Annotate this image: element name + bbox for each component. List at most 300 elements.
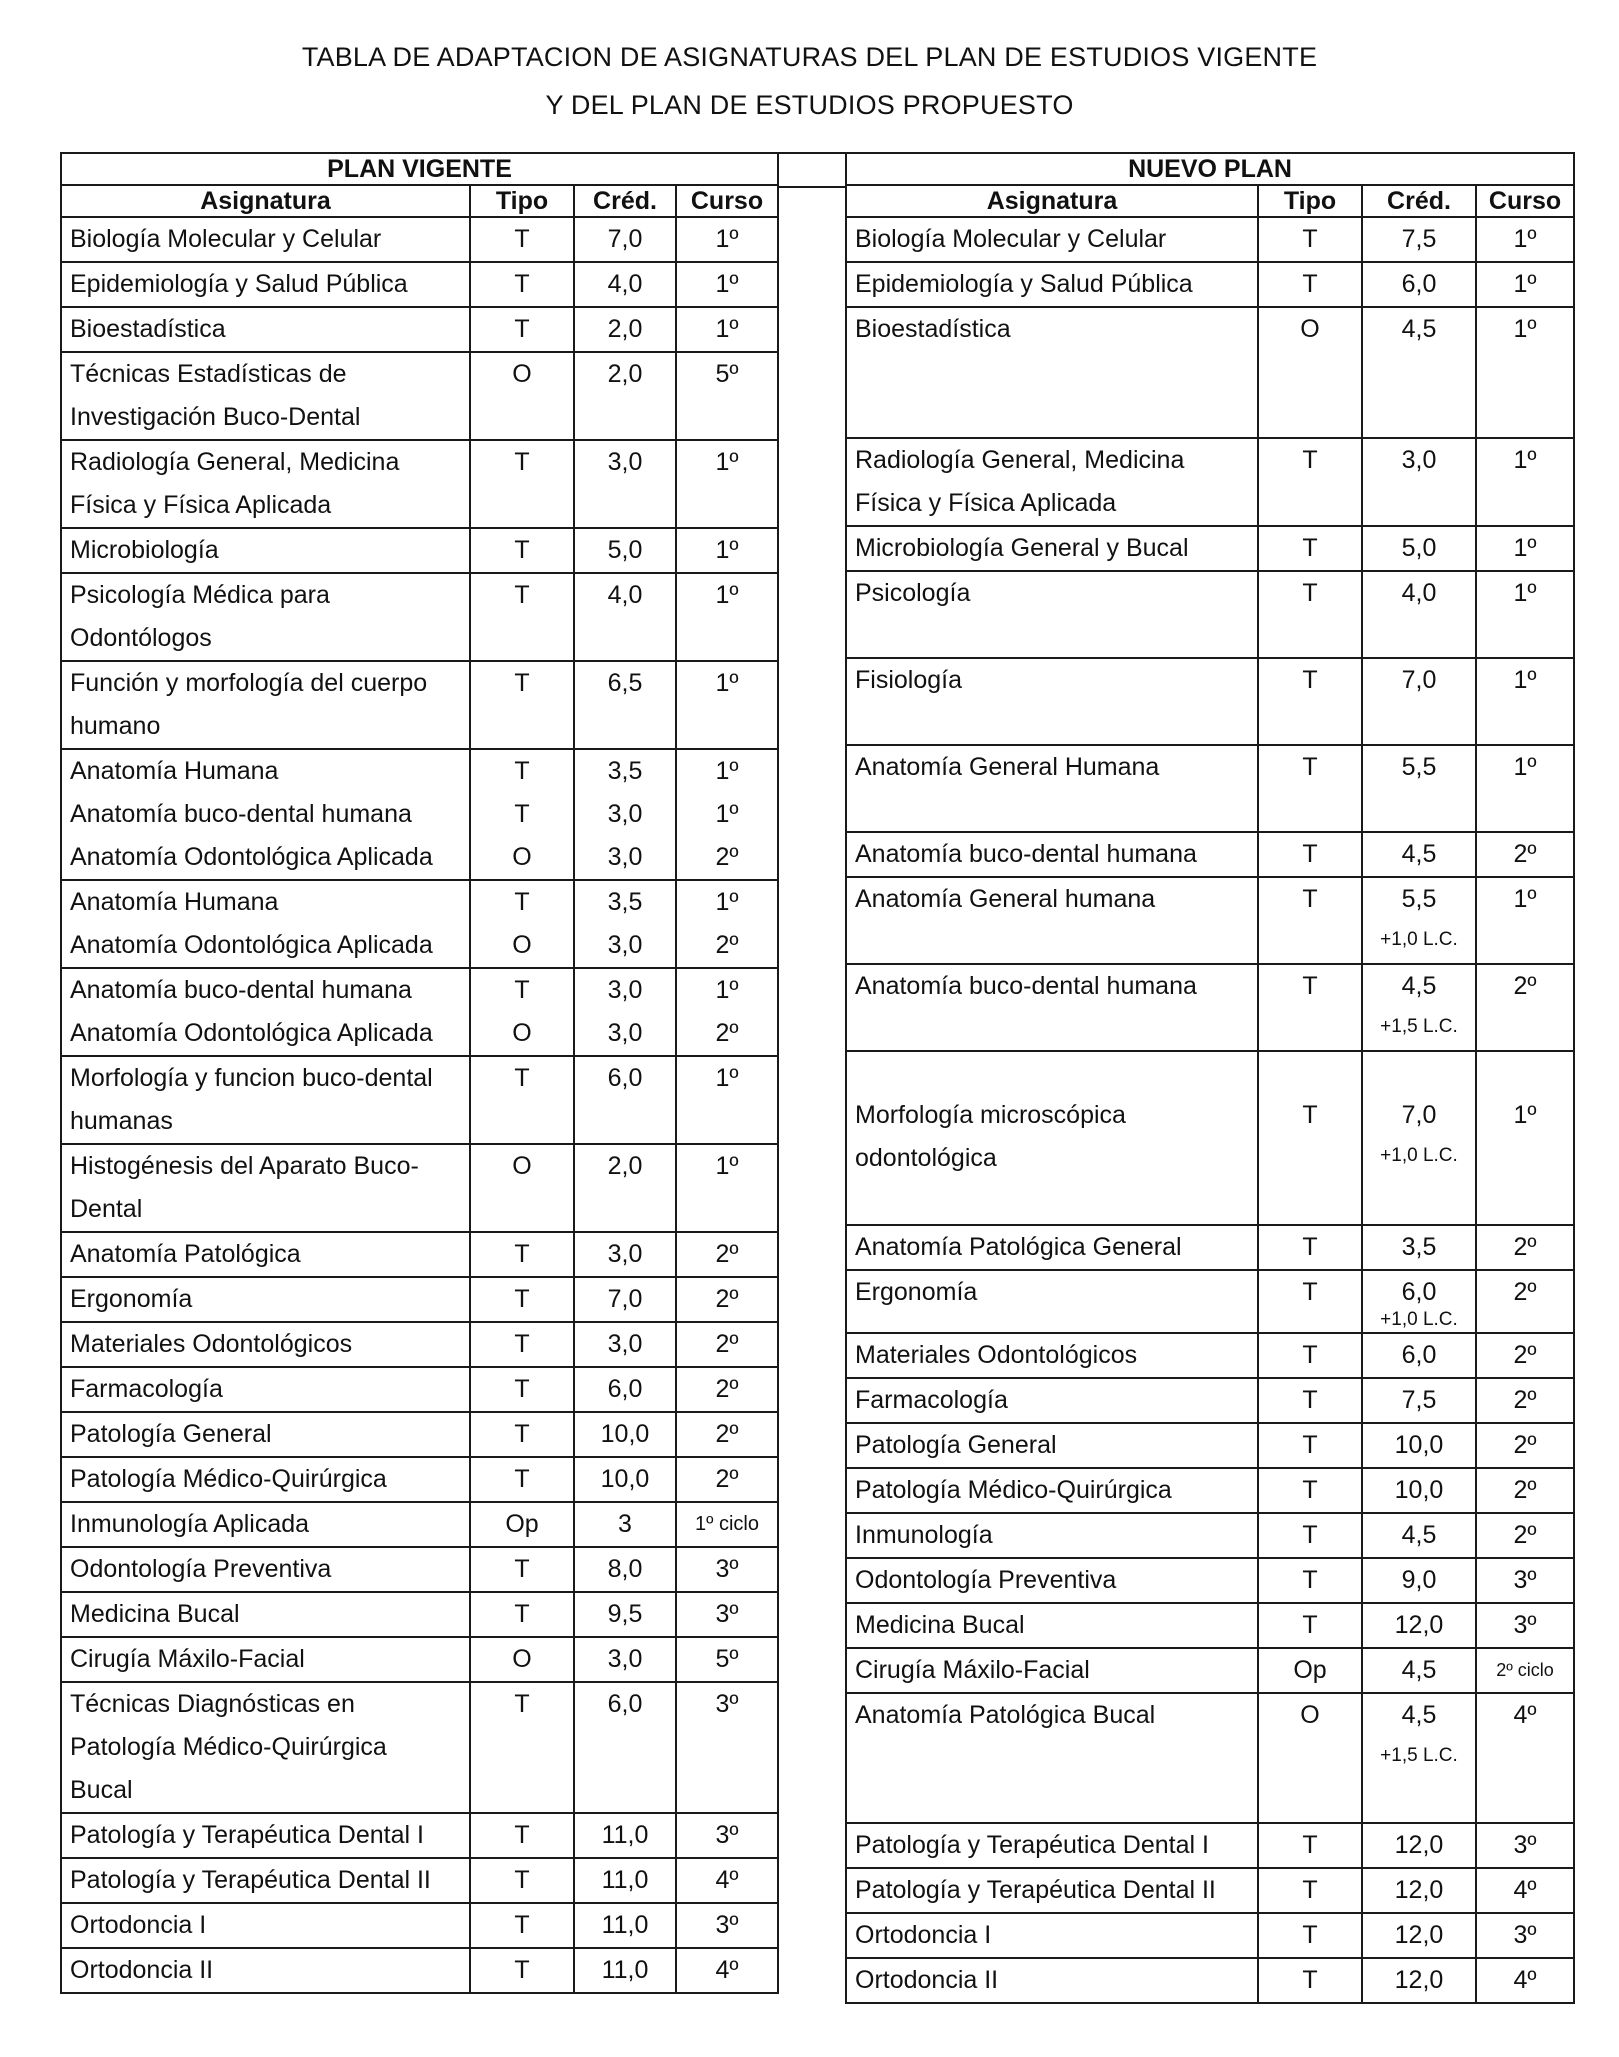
asignatura-cell	[61, 968, 470, 1056]
tipo-value: T	[1302, 1876, 1318, 1905]
curso-cell	[676, 1858, 778, 1903]
spacer	[679, 1726, 775, 1769]
curso-cell	[1476, 1823, 1574, 1868]
asignatura-cell	[846, 1468, 1258, 1513]
tipo-value: T	[1302, 971, 1318, 1000]
table-row	[846, 745, 1574, 832]
spacer	[577, 1100, 673, 1143]
cred-cell	[574, 528, 676, 573]
cred-value: 9,0	[1401, 1565, 1437, 1594]
asignatura-cell	[846, 1603, 1258, 1648]
spacer	[577, 484, 673, 527]
table-row	[846, 1958, 1574, 2003]
text-line: Patología y Terapéutica Dental I	[855, 1831, 1209, 1860]
asignatura-cell	[846, 217, 1258, 262]
curso-value: 1º	[715, 800, 739, 828]
tipo-value: T	[514, 1555, 530, 1583]
tipo-value: Op	[505, 1510, 539, 1538]
curso-value: 3º	[1513, 1610, 1537, 1639]
tipo-cell	[470, 307, 574, 352]
tipo-cell	[1258, 1225, 1362, 1270]
tipo-cell	[1258, 307, 1362, 438]
text-line: Inmunología Aplicada	[70, 1510, 310, 1538]
table-row	[846, 1603, 1574, 1648]
spacer	[577, 396, 673, 439]
tipo-cell	[1258, 526, 1362, 571]
asignatura-cell	[61, 307, 470, 352]
cred-value: 12,0	[1394, 1966, 1444, 1995]
cred-cell	[1362, 658, 1476, 745]
curso-cell	[1476, 1051, 1574, 1225]
text-line: Anatomía Humana	[70, 757, 279, 785]
cred-value: 10,0	[1394, 1430, 1444, 1459]
table-row	[61, 1682, 778, 1813]
text-line: Cirugía Máxilo-Facial	[70, 1645, 305, 1673]
tipo-cell	[1258, 1468, 1362, 1513]
curso-cell	[1476, 1693, 1574, 1824]
cred-cell	[1362, 1423, 1476, 1468]
curso-cell	[676, 440, 778, 528]
cred-value: 3,0	[607, 1645, 643, 1673]
header-curso: Curso	[676, 185, 778, 217]
table-row	[61, 661, 778, 749]
cred-cell	[574, 262, 676, 307]
tipo-value: O	[512, 843, 532, 871]
cred-value: 4,0	[607, 581, 643, 609]
text-line: Psicología	[855, 578, 971, 607]
tipo-cell	[1258, 262, 1362, 307]
tipo-value: T	[1302, 578, 1318, 607]
text-line: Bioestadística	[855, 315, 1011, 343]
cred-value: 10,0	[600, 1465, 650, 1493]
tipo-value: T	[1302, 839, 1318, 868]
spacer	[679, 1188, 775, 1231]
curso-value: 2º	[715, 1420, 739, 1448]
text-line: odontológica	[855, 1144, 997, 1172]
libre-configuracion-note: +1,0 L.C.	[1380, 1145, 1458, 1166]
tipo-cell	[1258, 571, 1362, 658]
tipo-value: T	[514, 800, 530, 828]
tipo-value: O	[512, 1645, 532, 1673]
asignatura-cell	[846, 1693, 1258, 1824]
asignatura-cell	[61, 573, 470, 661]
spacer	[679, 617, 775, 660]
cred-value: 5,0	[607, 536, 643, 564]
table-row	[61, 1592, 778, 1637]
table-row	[61, 1367, 778, 1412]
cred-cell	[574, 1144, 676, 1232]
text-line: Anatomía Patológica Bucal	[855, 1700, 1156, 1729]
tipo-value: T	[1302, 1520, 1318, 1549]
tipo-value: T	[1302, 752, 1318, 781]
curso-value: 1º	[715, 1064, 739, 1092]
cred-cell	[1362, 1913, 1476, 1958]
asignatura-cell	[61, 1682, 470, 1813]
tipo-value: T	[1302, 884, 1318, 913]
cred-value: 12,0	[1394, 1921, 1444, 1950]
curso-value: 2º	[1513, 971, 1537, 1000]
asignatura-cell	[61, 1277, 470, 1322]
tipo-value: T	[514, 1420, 530, 1448]
cred-cell	[1362, 526, 1476, 571]
cred-cell	[574, 661, 676, 749]
curso-cell	[1476, 1913, 1574, 1958]
table-row	[61, 1858, 778, 1903]
table-row	[61, 1637, 778, 1682]
text-line: Ortodoncia II	[855, 1966, 999, 1995]
spacer	[473, 1726, 571, 1769]
text-line: Física y Física Aplicada	[855, 488, 1117, 517]
libre-configuracion-note: +1,0 L.C.	[1380, 1308, 1458, 1330]
cred-value: 4,0	[1401, 578, 1437, 607]
asignatura-cell	[846, 1913, 1258, 1958]
asignatura-cell	[61, 1144, 470, 1232]
tipo-cell	[470, 1903, 574, 1948]
cred-value: 3,0	[607, 1240, 643, 1268]
asignatura-cell	[846, 571, 1258, 658]
asignatura-cell	[61, 1858, 470, 1903]
spacer	[473, 1188, 571, 1231]
cred-cell	[574, 749, 676, 880]
cred-value: 5,5	[1401, 884, 1437, 913]
curso-value: 1º	[715, 270, 739, 298]
curso-cell	[676, 1813, 778, 1858]
text-line: Patología y Terapéutica Dental II	[855, 1876, 1216, 1905]
curso-value: 1º	[715, 1152, 739, 1180]
curso-cell	[676, 1457, 778, 1502]
text-line: Anatomía Humana	[70, 888, 279, 916]
asignatura-cell	[61, 1322, 470, 1367]
text-line: Fisiología	[855, 665, 962, 694]
curso-value: 3º	[715, 1821, 739, 1849]
asignatura-cell	[846, 1868, 1258, 1913]
cred-value: 7,0	[607, 1285, 643, 1313]
curso-value: 2º	[715, 843, 739, 871]
curso-cell	[1476, 571, 1574, 658]
tipo-value: T	[514, 757, 530, 785]
curso-cell	[1476, 1648, 1574, 1693]
text-line: Ergonomía	[70, 1285, 193, 1313]
curso-cell	[1476, 877, 1574, 964]
cred-cell	[1362, 1270, 1476, 1333]
asignatura-cell	[846, 1051, 1258, 1225]
tipo-value: T	[1302, 1101, 1318, 1129]
curso-value: 4º	[715, 1866, 739, 1894]
tipo-cell	[1258, 1378, 1362, 1423]
cred-value: 2,0	[607, 360, 643, 388]
text-line: Radiología General, Medicina	[70, 448, 400, 476]
text-line: Morfología microscópica	[855, 1101, 1126, 1129]
asignatura-cell	[846, 745, 1258, 832]
spacer	[679, 1100, 775, 1143]
cred-cell	[1362, 1378, 1476, 1423]
tipo-cell	[470, 880, 574, 968]
tipo-value: T	[1302, 1921, 1318, 1950]
text-line: Psicología Médica para	[70, 581, 330, 609]
curso-value: 1º	[715, 225, 739, 253]
tipo-value: T	[1302, 1277, 1318, 1306]
cred-cell	[574, 217, 676, 262]
text-line: Técnicas Estadísticas de	[70, 360, 347, 388]
cred-value: 3,0	[607, 448, 643, 476]
cred-value: 11,0	[601, 1956, 649, 1984]
text-line: Anatomía Odontológica Aplicada	[70, 931, 433, 959]
cred-cell	[1362, 262, 1476, 307]
asignatura-cell	[846, 964, 1258, 1051]
text-line: Anatomía Odontológica Aplicada	[70, 843, 433, 871]
cred-value: 5,0	[1401, 533, 1437, 562]
table-row	[61, 1412, 778, 1457]
curso-cell	[676, 1502, 778, 1547]
curso-value: 3º	[1513, 1831, 1537, 1860]
curso-value: 1º	[715, 315, 739, 343]
tipo-cell	[1258, 1693, 1362, 1824]
asignatura-cell	[846, 1958, 1258, 2003]
asignatura-cell	[61, 1457, 470, 1502]
spacer	[679, 396, 775, 439]
tipo-value: T	[514, 1866, 530, 1894]
curso-value: 1º	[1513, 578, 1537, 607]
cred-value: 6,0	[607, 1064, 643, 1092]
spacer	[577, 617, 673, 660]
tipo-value: T	[1302, 1340, 1318, 1369]
table-row	[846, 1225, 1574, 1270]
cred-cell	[574, 1412, 676, 1457]
tipo-cell	[470, 1144, 574, 1232]
text-line: Anatomía General humana	[855, 884, 1156, 913]
asignatura-cell	[61, 1637, 470, 1682]
spacer	[577, 705, 673, 748]
text-line: Física y Física Aplicada	[70, 491, 332, 519]
curso-cell	[1476, 1868, 1574, 1913]
cred-value: 3,0	[607, 843, 643, 871]
cred-value: 4,5	[1401, 315, 1437, 343]
table-row	[846, 1823, 1574, 1868]
cred-value: 3,0	[607, 1330, 643, 1358]
text-line: Epidemiología y Salud Pública	[855, 270, 1193, 298]
tipo-cell	[470, 1547, 574, 1592]
curso-cell	[1476, 1603, 1574, 1648]
curso-cell	[676, 1367, 778, 1412]
tipo-value: T	[514, 1911, 530, 1939]
text-line: Odontología Preventiva	[855, 1565, 1117, 1594]
table-row	[846, 217, 1574, 262]
tipo-cell	[470, 1367, 574, 1412]
cred-cell	[1362, 1868, 1476, 1913]
tipo-cell	[470, 749, 574, 880]
table-row	[61, 1322, 778, 1367]
curso-value: 1º	[1513, 270, 1537, 298]
text-line: Patología Médico-Quirúrgica	[855, 1475, 1172, 1504]
cred-cell	[574, 1547, 676, 1592]
table-row	[846, 438, 1574, 526]
curso-cell	[1476, 307, 1574, 438]
table-row	[61, 968, 778, 1056]
asignatura-cell	[61, 440, 470, 528]
tipo-value: T	[514, 581, 530, 609]
text-line: Microbiología General y Bucal	[855, 533, 1189, 562]
tipo-cell	[1258, 745, 1362, 832]
asignatura-cell	[846, 1270, 1258, 1333]
cred-value: 10,0	[1394, 1475, 1444, 1504]
curso-cell	[676, 217, 778, 262]
table-row	[846, 877, 1574, 964]
text-line: humano	[70, 712, 161, 740]
tipo-cell	[470, 352, 574, 440]
asignatura-cell	[61, 880, 470, 968]
tipo-value: T	[514, 976, 530, 1004]
header-tipo: Tipo	[470, 185, 574, 217]
asignatura-cell	[846, 1378, 1258, 1423]
nuevo-plan-table	[845, 152, 1575, 2004]
curso-value: 2º	[1513, 1277, 1537, 1306]
curso-cell	[1476, 1378, 1574, 1423]
tipo-cell	[470, 1948, 574, 1993]
tipo-cell	[470, 1592, 574, 1637]
tipo-value: T	[1302, 1966, 1318, 1995]
text-line: Patología Médico-Quirúrgica	[70, 1465, 387, 1493]
cred-cell	[574, 1232, 676, 1277]
curso-value: 3º	[1513, 1565, 1537, 1594]
spacer	[577, 1726, 673, 1769]
tipo-cell	[470, 573, 574, 661]
table-gap	[777, 152, 845, 188]
tipo-cell	[470, 1277, 574, 1322]
tipo-value: T	[514, 1690, 530, 1718]
cred-cell	[1362, 1558, 1476, 1603]
text-line: Ortodoncia I	[70, 1911, 207, 1939]
table-row	[846, 964, 1574, 1051]
cred-cell	[1362, 964, 1476, 1051]
asignatura-cell	[846, 1225, 1258, 1270]
curso-value: 4º	[1513, 1876, 1537, 1905]
table-row	[846, 1648, 1574, 1693]
tipo-cell	[1258, 832, 1362, 877]
text-line: Función y morfología del cuerpo	[70, 669, 428, 697]
text-line: Cirugía Máxilo-Facial	[855, 1655, 1090, 1684]
table-row	[846, 832, 1574, 877]
asignatura-cell	[846, 438, 1258, 526]
cred-value: 12,0	[1394, 1876, 1444, 1905]
cred-value: 2,0	[607, 1152, 643, 1180]
cred-value: 3,5	[607, 757, 643, 785]
spacer	[473, 484, 571, 527]
table-row	[61, 528, 778, 573]
text-line: Materiales Odontológicos	[855, 1340, 1138, 1369]
table-row	[61, 749, 778, 880]
cred-cell	[1362, 1051, 1476, 1225]
spacer	[577, 1188, 673, 1231]
cred-cell	[574, 1682, 676, 1813]
header-tipo: Tipo	[1258, 185, 1362, 217]
text-line: Patología General	[70, 1420, 272, 1448]
cred-value: 5,5	[1401, 752, 1437, 781]
table-row	[846, 571, 1574, 658]
curso-cell	[1476, 964, 1574, 1051]
table-row	[846, 1558, 1574, 1603]
curso-value: 1º	[715, 581, 739, 609]
curso-value: 3º	[715, 1690, 739, 1718]
table-row	[846, 307, 1574, 438]
cred-value: 3,5	[1401, 1232, 1437, 1261]
cred-cell	[1362, 1958, 1476, 2003]
cred-value: 3,0	[607, 1019, 643, 1047]
text-line: Ergonomía	[855, 1277, 978, 1306]
curso-value: 2º	[715, 1375, 739, 1403]
text-line: Anatomía buco-dental humana	[855, 971, 1197, 1000]
text-line: Morfología y funcion buco-dental	[70, 1064, 433, 1092]
tipo-cell	[1258, 1333, 1362, 1378]
cred-value: 7,5	[1401, 1385, 1437, 1414]
curso-cell	[1476, 262, 1574, 307]
curso-value: 1º	[715, 669, 739, 697]
cred-cell	[1362, 1513, 1476, 1558]
asignatura-cell	[61, 1903, 470, 1948]
table-row	[61, 1144, 778, 1232]
curso-cell	[1476, 658, 1574, 745]
table-row	[846, 1270, 1574, 1333]
curso-value: 2º ciclo	[1496, 1659, 1554, 1680]
curso-value: 2º	[715, 1019, 739, 1047]
spacer	[473, 1769, 571, 1812]
tipo-cell	[470, 217, 574, 262]
curso-cell	[1476, 217, 1574, 262]
tipo-value: T	[1302, 1610, 1318, 1639]
cred-value: 7,0	[1401, 1101, 1437, 1129]
tipo-value: T	[1302, 445, 1318, 474]
curso-cell	[676, 307, 778, 352]
cred-cell	[1362, 1225, 1476, 1270]
cred-cell	[574, 307, 676, 352]
curso-value: 3º	[1513, 1921, 1537, 1950]
cred-value: 4,5	[1401, 1655, 1437, 1684]
curso-value: 1º	[715, 757, 739, 785]
cred-value: 6,0	[1401, 270, 1437, 298]
cred-cell	[1362, 217, 1476, 262]
asignatura-cell	[61, 1502, 470, 1547]
tipo-value: T	[514, 1240, 530, 1268]
curso-value: 2º	[1513, 1232, 1537, 1261]
tipo-cell	[470, 440, 574, 528]
text-line: Odontólogos	[70, 624, 212, 652]
text-line: Odontología Preventiva	[70, 1555, 332, 1583]
text-line: Patología General	[855, 1430, 1057, 1459]
tipo-cell	[1258, 964, 1362, 1051]
cred-cell	[574, 1903, 676, 1948]
cred-cell	[1362, 877, 1476, 964]
cred-cell	[574, 1277, 676, 1322]
spacer	[473, 1100, 571, 1143]
curso-cell	[676, 1322, 778, 1367]
curso-value: 1º	[1513, 315, 1537, 343]
table-row	[61, 217, 778, 262]
curso-cell	[676, 573, 778, 661]
table-row	[846, 1051, 1574, 1225]
text-line: Medicina Bucal	[855, 1610, 1025, 1639]
table-row	[61, 1232, 778, 1277]
cred-cell	[1362, 1333, 1476, 1378]
curso-cell	[1476, 1513, 1574, 1558]
curso-value: 1º	[1513, 752, 1537, 781]
cred-cell	[1362, 832, 1476, 877]
cred-cell	[1362, 307, 1476, 438]
text-line: Inmunología	[855, 1520, 993, 1549]
tipo-value: O	[512, 360, 532, 388]
curso-cell	[1476, 1958, 1574, 2003]
curso-cell	[1476, 1423, 1574, 1468]
cred-cell	[574, 1858, 676, 1903]
curso-cell	[676, 1592, 778, 1637]
